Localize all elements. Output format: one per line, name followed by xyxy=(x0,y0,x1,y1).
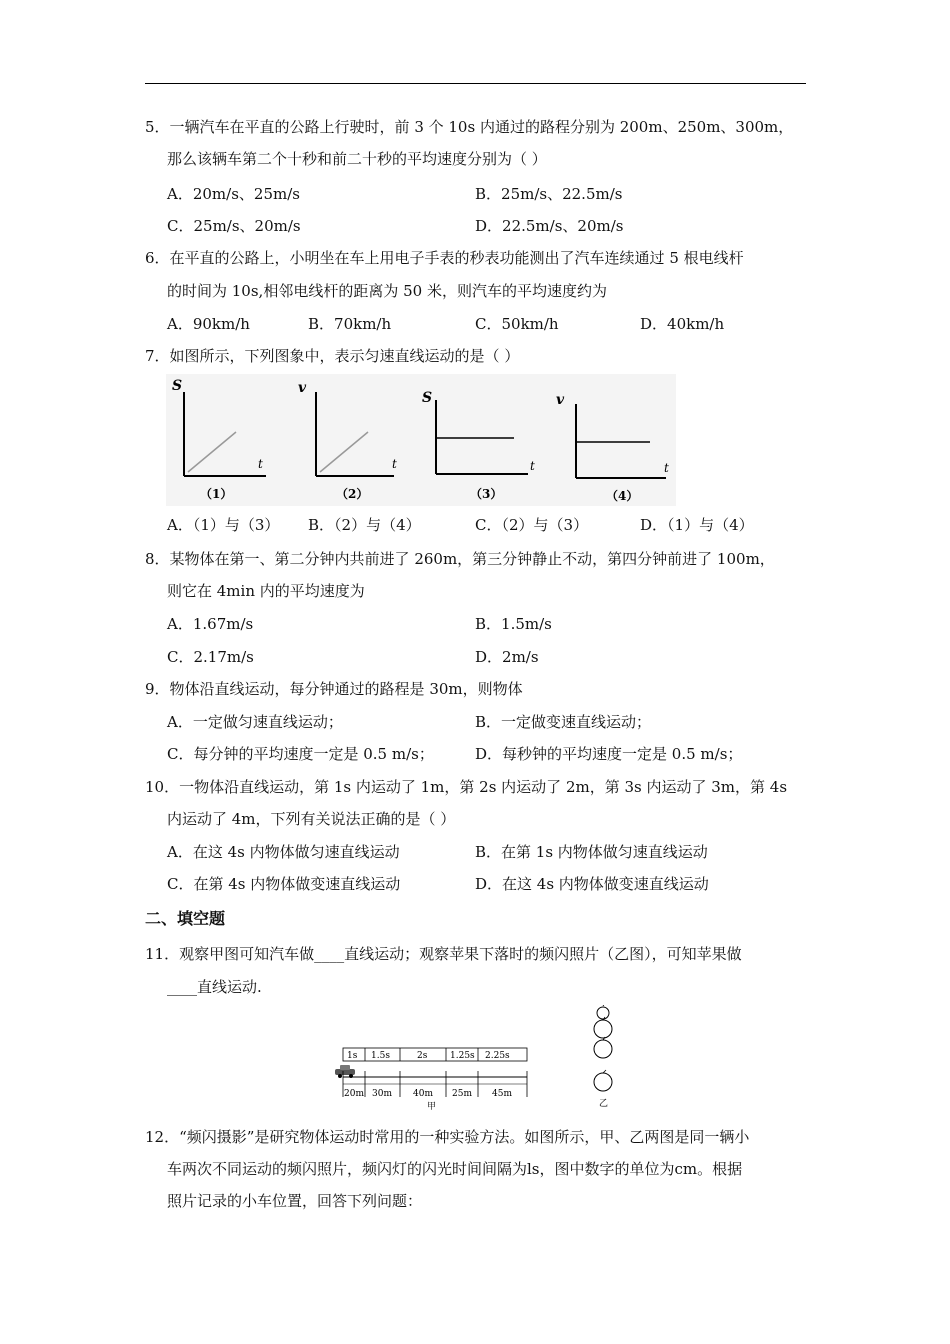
q11-line1: 11．观察甲图可知汽车做____直线运动；观察苹果下落时的频闪照片（乙图），可知苹果做 xyxy=(145,945,742,963)
q8-line1: 8．某物体在第一、第二分钟内共前进了 260m，第三分钟静止不动，第四分钟前进了 100m， xyxy=(145,550,775,568)
q10-option-b[interactable]: B．在第 1s 内物体做匀速直线运动 xyxy=(475,843,708,861)
q10-option-c[interactable]: C．在第 4s 内物体做变速直线运动 xyxy=(167,875,401,893)
q8-option-a[interactable]: A．1.67m/s xyxy=(167,615,254,633)
q6-option-d[interactable]: D．40km/h xyxy=(640,315,725,333)
distance-label-4: 25m xyxy=(452,1089,472,1099)
graph-2-ylabel: v xyxy=(298,380,307,396)
q7-option-d[interactable]: D．（1）与（4） xyxy=(640,516,754,534)
q7-graphs-figure xyxy=(166,374,676,506)
q10-option-a[interactable]: A．在这 4s 内物体做匀速直线运动 xyxy=(167,843,400,861)
graph-1-xlabel: t xyxy=(258,457,263,471)
graph-2-xlabel: t xyxy=(392,457,397,471)
graph-1-ylabel: S xyxy=(172,378,183,394)
q8-option-b[interactable]: B．1.5m/s xyxy=(475,615,552,633)
q9-line1: 9．物体沿直线运动，每分钟通过的路程是 30m，则物体 xyxy=(145,680,523,698)
q9-option-c[interactable]: C．每分钟的平均速度一定是 0.5 m/s； xyxy=(167,745,434,763)
q6-line2: 的时间为 10s,相邻电线杆的距离为 50 米，则汽车的平均速度约为 xyxy=(167,282,607,300)
graph-2-caption: （2） xyxy=(336,487,369,501)
q5-line2: 那么该辆车第二个十秒和前二十秒的平均速度分别为（ ） xyxy=(167,150,547,168)
q5-option-a[interactable]: A．20m/s、25m/s xyxy=(167,185,300,203)
time-label-2: 1.5s xyxy=(371,1051,390,1061)
graph-3-ylabel: S xyxy=(422,390,433,406)
time-label-3: 2s xyxy=(417,1051,428,1061)
q5-option-d[interactable]: D．22.5m/s、20m/s xyxy=(475,217,624,235)
apples-figure xyxy=(594,1005,612,1109)
q12-line2: 车两次不同运动的频闪照片，频闪灯的闪光时间间隔为ls，图中数字的单位为cm。根据 xyxy=(167,1160,743,1178)
graph-4-xlabel: t xyxy=(664,461,669,475)
q11-figure xyxy=(330,1005,630,1115)
distance-label-2: 30m xyxy=(372,1089,392,1099)
section-heading-fill-in: 二、填空题 xyxy=(145,909,226,928)
q8-option-d[interactable]: D．2m/s xyxy=(475,648,539,666)
time-label-1: 1s xyxy=(347,1051,358,1061)
q9-option-d[interactable]: D．每秒钟的平均速度一定是 0.5 m/s； xyxy=(475,745,743,763)
apple-icon xyxy=(594,1070,612,1091)
q9-option-b[interactable]: B．一定做变速直线运动； xyxy=(475,713,652,731)
distance-track xyxy=(343,1071,527,1112)
q8-option-c[interactable]: C．2.17m/s xyxy=(167,648,254,666)
distance-label-5: 45m xyxy=(492,1089,512,1099)
graph-1-caption: （1） xyxy=(200,487,233,501)
q6-line1: 6．在平直的公路上，小明坐在车上用电子手表的秒表功能测出了汽车连续通过 5 根电线杆 xyxy=(145,249,744,267)
apple-icon xyxy=(594,1037,612,1058)
q9-option-a[interactable]: A．一定做匀速直线运动； xyxy=(167,713,343,731)
q12-line1: 12．“频闪摄影”是研究物体运动时常用的一种实验方法。如图所示，甲、乙两图是同一辆小 xyxy=(145,1128,750,1146)
q10-line2: 内运动了 4m，下列有关说法正确的是（ ） xyxy=(167,810,456,828)
q10-line1: 10．一物体沿直线运动，第 1s 内运动了 1m，第 2s 内运动了 2m，第 3s 内运动了 3m，第 4s xyxy=(145,778,788,796)
graph-3-xlabel: t xyxy=(530,459,535,473)
distance-label-3: 40m xyxy=(413,1089,433,1099)
time-boxes xyxy=(343,1048,527,1061)
time-label-4: 1.25s xyxy=(450,1051,475,1061)
car-icon xyxy=(335,1065,355,1078)
q12-line3: 照片记录的小车位置，回答下列问题： xyxy=(167,1192,423,1210)
q7-line1: 7．如图所示，下列图象中，表示匀速直线运动的是（ ） xyxy=(145,347,520,365)
time-label-5: 2.25s xyxy=(485,1051,510,1061)
graph-4-caption: （4） xyxy=(606,489,639,503)
q7-option-a[interactable]: A．（1）与（3） xyxy=(167,516,280,534)
distance-label-1: 20m xyxy=(344,1089,364,1099)
q10-option-d[interactable]: D．在这 4s 内物体做变速直线运动 xyxy=(475,875,709,893)
q5-option-c[interactable]: C．25m/s、20m/s xyxy=(167,217,301,235)
label-jia: 甲 xyxy=(427,1102,437,1112)
q7-option-c[interactable]: C．（2）与（3） xyxy=(475,516,589,534)
q6-option-c[interactable]: C．50km/h xyxy=(475,315,559,333)
q5-line1: 5．一辆汽车在平直的公路上行驶时，前 3 个 10s 内通过的路程分别为 200m、250m、300m， xyxy=(145,118,794,136)
graph-3-caption: （3） xyxy=(470,487,503,501)
q8-line2: 则它在 4min 内的平均速度为 xyxy=(167,582,365,600)
label-yi: 乙 xyxy=(599,1099,609,1109)
apple-icon xyxy=(594,1017,612,1038)
q5-option-b[interactable]: B．25m/s、22.5m/s xyxy=(475,185,623,203)
q11-line2: ____直线运动. xyxy=(167,978,262,996)
apple-icon xyxy=(597,1005,609,1019)
q6-option-a[interactable]: A．90km/h xyxy=(167,315,250,333)
graph-4-ylabel: v xyxy=(556,392,565,408)
q6-option-b[interactable]: B．70km/h xyxy=(308,315,392,333)
header-rule xyxy=(145,83,806,84)
q7-option-b[interactable]: B．（2）与（4） xyxy=(308,516,421,534)
